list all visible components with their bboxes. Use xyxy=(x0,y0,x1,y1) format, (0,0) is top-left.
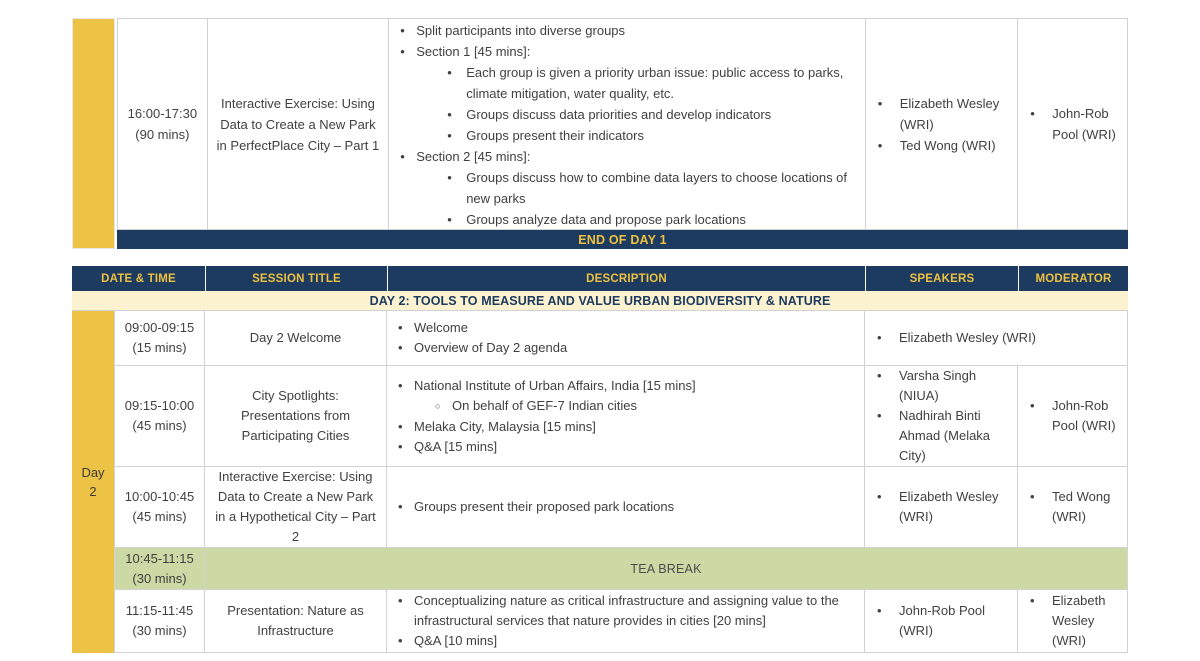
bullet-item xyxy=(387,437,860,457)
bullet-item xyxy=(389,167,861,209)
speaker-name: Nadhirah Binti Ahmad (Melaka City) xyxy=(899,408,991,463)
bullet-icon xyxy=(874,93,900,114)
speaker-item xyxy=(873,487,1015,527)
bullet-item xyxy=(389,125,861,146)
speaker-item xyxy=(873,366,1015,406)
table-row xyxy=(115,467,1128,548)
day2-rows xyxy=(115,311,1128,653)
bullet-icon xyxy=(1026,396,1052,416)
column-header-date-time: DATE & TIME xyxy=(101,272,176,285)
bullet-icon xyxy=(394,146,416,167)
moderator-item xyxy=(1026,103,1125,145)
day2-label: Day 2 xyxy=(81,465,105,499)
description-cell xyxy=(387,467,865,547)
bullet-icon xyxy=(1026,591,1052,611)
speakers-cell xyxy=(866,19,1019,229)
table-row xyxy=(115,366,1128,467)
circle-bullet-icon xyxy=(429,396,452,417)
speakers-cell xyxy=(865,311,1128,365)
speaker-name: Elizabeth Wesley (WRI) xyxy=(899,330,1037,345)
description-cell xyxy=(387,366,865,466)
time-cell xyxy=(115,467,205,547)
bullet-item xyxy=(389,20,861,41)
bullet-text: Groups discuss how to combine data layers to choose locations of new parks xyxy=(466,170,848,206)
table-row xyxy=(115,590,1128,653)
time-range: 11:15-11:45 xyxy=(125,603,194,618)
speaker-name: Ted Wong (WRI) xyxy=(899,137,996,153)
time-cell xyxy=(118,19,208,229)
moderator-name: Ted Wong (WRI) xyxy=(1052,489,1111,524)
time-cell xyxy=(115,548,205,589)
bullet-text: Q&A [10 mins] xyxy=(414,633,498,648)
bullet-icon xyxy=(392,318,414,338)
speakers-cell xyxy=(865,590,1018,652)
bullet-icon xyxy=(392,631,414,651)
bullet-icon xyxy=(873,487,899,507)
bullet-text: National Institute of Urban Affairs, India [15 mins] xyxy=(414,377,696,393)
tea-break-row xyxy=(115,548,1128,590)
speaker-item xyxy=(873,406,1015,466)
bullet-text: Split participants into diverse groups xyxy=(416,23,626,38)
bullet-item xyxy=(389,41,861,62)
bullet-icon xyxy=(873,366,899,386)
end-of-day1-banner: END OF DAY 1 xyxy=(117,230,1128,249)
moderator-cell xyxy=(1018,19,1128,229)
speaker-name: Elizabeth Wesley (WRI) xyxy=(899,489,999,524)
bullet-text: Groups analyze data and propose park locations xyxy=(466,212,746,227)
bullet-icon xyxy=(439,209,466,230)
bullet-item xyxy=(389,146,861,167)
bullet-icon xyxy=(873,601,899,621)
time-range: 16:00-17:30 xyxy=(127,106,198,121)
time-range: 09:00-09:15 xyxy=(124,320,195,335)
speaker-item xyxy=(873,601,1015,641)
description-cell xyxy=(387,590,865,652)
speaker-name: Varsha Singh (NIUA) xyxy=(899,368,977,403)
moderator-cell xyxy=(1018,467,1128,547)
bullet-text: Groups present their indicators xyxy=(466,128,644,143)
speaker-item xyxy=(874,93,1016,135)
bullet-text: Melaka City, Malaysia [15 mins] xyxy=(414,418,596,434)
description-cell xyxy=(387,311,865,365)
session-title: Interactive Exercise: Using Data to Create a New Park in a Hypothetical City – Part 2 xyxy=(215,469,376,544)
bullet-icon xyxy=(873,406,899,426)
bullet-text: Welcome xyxy=(414,320,468,335)
bullet-item xyxy=(389,62,861,104)
bullet-icon xyxy=(439,167,466,188)
table-row xyxy=(115,311,1128,366)
time-cell xyxy=(115,311,205,365)
bullet-text: On behalf of GEF-7 Indian cities xyxy=(452,397,637,413)
bullet-icon xyxy=(873,328,899,348)
bullet-icon xyxy=(439,104,466,125)
day1-color-bar xyxy=(72,18,115,249)
time-range: 10:00-10:45 xyxy=(124,489,195,504)
bullet-icon xyxy=(439,62,466,83)
bullet-text: Groups present their proposed park locations xyxy=(414,499,675,514)
bullet-icon xyxy=(1026,487,1052,507)
speaker-name: Elizabeth Wesley (WRI) xyxy=(899,95,1000,132)
bullet-icon xyxy=(392,417,414,437)
speaker-item xyxy=(873,328,1125,348)
column-header-description: DESCRIPTION xyxy=(387,266,865,291)
day2-section-banner: DAY 2: TOOLS TO MEASURE AND VALUE URBAN BIODIVERSITY & NATURE xyxy=(72,291,1128,311)
speakers-cell xyxy=(865,366,1018,466)
bullet-text: Each group is given a priority urban issue: public access to parks, climate mitigation, water quality, etc. xyxy=(466,65,844,101)
bullet-item xyxy=(387,497,860,517)
speaker-item xyxy=(874,135,1016,156)
column-header-session-title: SESSION TITLE xyxy=(205,266,387,291)
session-title-cell xyxy=(205,467,387,547)
bullet-icon xyxy=(394,41,416,62)
moderator-item xyxy=(1026,396,1125,436)
moderator-name: Elizabeth Wesley (WRI) xyxy=(1052,593,1106,648)
bullet-text: Conceptualizing nature as critical infrastructure and assigning value to the infrastructural services that nature provides in cities [20 mins] xyxy=(414,593,839,628)
day2-table xyxy=(72,266,1128,653)
bullet-icon xyxy=(392,338,414,358)
moderator-item xyxy=(1026,591,1125,651)
bullet-text: Q&A [15 mins] xyxy=(414,438,498,454)
session-title-cell xyxy=(208,19,389,229)
session-title: Interactive Exercise: Using Data to Create a New Park in PerfectPlace City – Part 1 xyxy=(216,95,380,153)
moderator-cell xyxy=(1018,366,1128,466)
time-duration: (15 mins) xyxy=(132,340,187,355)
session-title-cell xyxy=(205,366,387,466)
column-header-speakers: SPEAKERS xyxy=(865,266,1018,291)
bullet-item xyxy=(387,631,860,651)
tea-break-label: TEA BREAK xyxy=(205,548,1128,589)
speaker-name: John-Rob Pool (WRI) xyxy=(899,603,985,638)
time-cell xyxy=(115,366,205,466)
session-row-day1 xyxy=(117,18,1128,230)
session-title-cell xyxy=(205,311,387,365)
day2-table-body xyxy=(72,311,1128,653)
session-title-cell xyxy=(205,590,387,652)
session-title: City Spotlights: Presentations from Participating Cities xyxy=(240,388,351,443)
bullet-item xyxy=(387,591,860,631)
bullet-icon xyxy=(394,20,416,41)
description-cell xyxy=(389,19,866,229)
time-range: 09:15-10:00 xyxy=(124,398,195,413)
bullet-icon xyxy=(392,376,414,396)
bullet-text: Overview of Day 2 agenda xyxy=(414,340,568,355)
time-duration: (30 mins) xyxy=(132,623,187,638)
bullet-icon xyxy=(1026,103,1052,124)
moderator-name: John-Rob Pool (WRI) xyxy=(1052,106,1116,142)
time-duration: (90 mins) xyxy=(135,127,190,142)
moderator-item xyxy=(1026,487,1125,527)
bullet-text: Groups discuss data priorities and develop indicators xyxy=(466,107,772,122)
session-title: Presentation: Nature as Infrastructure xyxy=(227,603,364,638)
bullet-item xyxy=(387,396,860,417)
time-duration: (45 mins) xyxy=(132,509,187,524)
day2-label-cell xyxy=(72,311,115,653)
column-header-moderator: MODERATOR xyxy=(1018,266,1128,291)
table-header-row xyxy=(72,266,1128,291)
session-title: Day 2 Welcome xyxy=(249,330,342,345)
bullet-item xyxy=(389,104,861,125)
bullet-text: Section 2 [45 mins]: xyxy=(416,149,531,164)
bullet-icon xyxy=(392,591,414,611)
bullet-icon xyxy=(392,437,414,457)
bullet-icon xyxy=(439,125,466,146)
bullet-item xyxy=(387,417,860,437)
bullet-text: Section 1 [45 mins]: xyxy=(416,44,531,59)
bullet-item xyxy=(387,376,860,396)
speakers-cell xyxy=(865,467,1018,547)
day1-table-fragment xyxy=(72,18,1128,249)
bullet-icon xyxy=(874,135,900,156)
bullet-item xyxy=(389,209,861,230)
time-range: 10:45-11:15 xyxy=(125,550,194,566)
time-cell xyxy=(115,590,205,652)
moderator-cell xyxy=(1018,590,1128,652)
moderator-name: John-Rob Pool (WRI) xyxy=(1052,398,1116,433)
time-duration: (30 mins) xyxy=(132,570,187,586)
bullet-item xyxy=(387,318,860,338)
bullet-icon xyxy=(392,497,414,517)
day1-table-main xyxy=(117,18,1128,249)
time-duration: (45 mins) xyxy=(132,418,187,433)
bullet-item xyxy=(387,338,860,358)
